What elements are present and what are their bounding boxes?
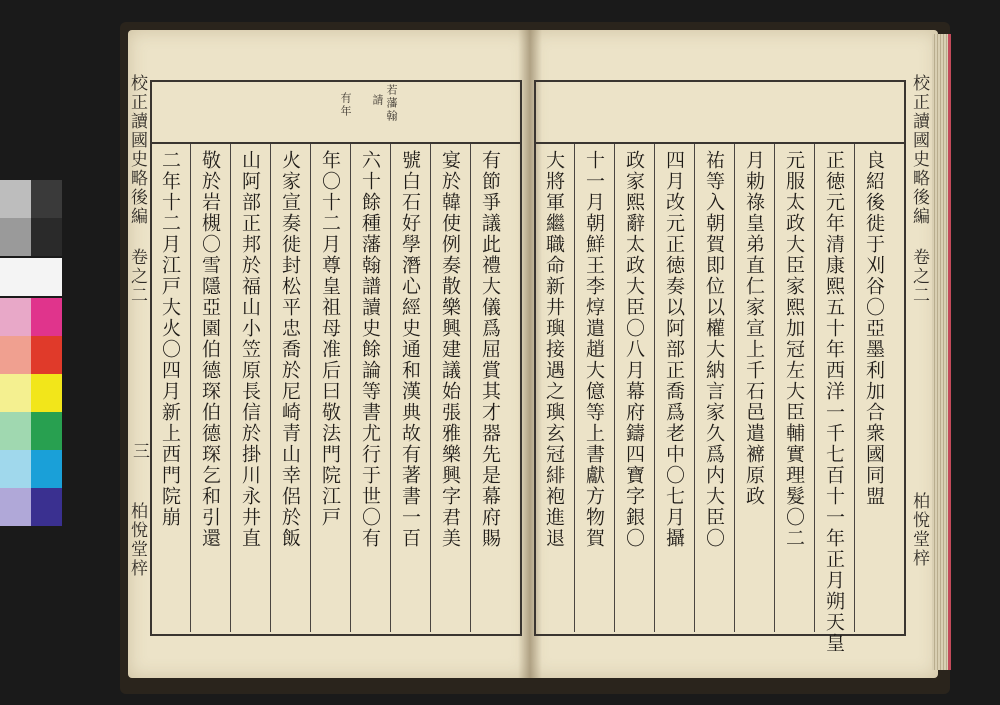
left-header-note: 若藩翰	[385, 84, 398, 123]
right-col-divider	[574, 144, 575, 632]
left-publisher-mark: 柏悅堂梓	[127, 502, 147, 578]
left-text-column: 敬於岩槻〇雪隱亞園伯德琛伯德琛乞和引還	[199, 150, 221, 549]
right-text-column: 元服太政大臣家熙加冠左大臣輔實理髮〇二	[783, 150, 805, 549]
right-header-rule	[534, 142, 904, 144]
left-text-column: 火家宣奏徙封松平忠喬於尼崎青山幸侶於飯	[279, 150, 301, 549]
left-text-column: 宴於韓使例奏散樂興建議始張雅樂興字君美	[439, 150, 461, 549]
left-header-note: 有年	[339, 92, 352, 118]
right-text-column: 大將軍繼職命新井璵接遇之璵玄冠緋袍進退	[543, 150, 565, 549]
left-col-divider	[310, 144, 311, 632]
right-publisher-mark: 柏悅堂梓	[909, 492, 929, 568]
right-text-column: 正徳元年清康熙五十年西洋一千七百十一年正月朔天皇	[823, 150, 845, 654]
right-col-divider	[814, 144, 815, 632]
left-col-divider	[470, 144, 471, 632]
left-text-column: 號白石好學潛心經史通和漢典故有著書一百	[399, 150, 421, 549]
left-header-rule	[150, 142, 520, 144]
left-side-title: 校正讀國史略後編 卷之二	[127, 74, 147, 305]
left-col-divider	[350, 144, 351, 632]
left-col-divider	[190, 144, 191, 632]
left-text-column: 山阿部正邦於福山小笠原長信於掛川永井直	[239, 150, 261, 549]
left-col-divider	[230, 144, 231, 632]
right-text-column: 政家熙辭太政大臣〇八月幕府鑄四寶字銀〇	[623, 150, 645, 549]
open-book	[120, 22, 950, 694]
left-header-note: 請	[371, 94, 384, 107]
right-col-divider	[614, 144, 615, 632]
left-side-page-number: 三	[129, 442, 149, 461]
right-side-title: 校正讀國史略後編 卷之二	[909, 74, 929, 305]
right-col-divider	[734, 144, 735, 632]
right-text-column: 四月改元正徳奏以阿部正喬爲老中〇七月攝	[663, 150, 685, 549]
left-col-divider	[430, 144, 431, 632]
right-text-column: 十一月朝鮮王李焞遣趙大億等上書獻方物賀	[583, 150, 605, 549]
left-col-divider	[270, 144, 271, 632]
left-text-column: 有節爭議此禮大儀爲屈賞其才器先是幕府賜	[479, 150, 501, 549]
right-col-divider	[774, 144, 775, 632]
right-text-column: 月勅祿皇弟直仁家宣上千石邑遣褯原政	[743, 150, 765, 507]
left-text-column: 六十餘種藩翰譜讀史餘論等書尤行于世〇有	[359, 150, 381, 549]
color-checker	[0, 180, 62, 528]
right-col-divider	[654, 144, 655, 632]
right-text-column: 良紹後徙于刈谷〇亞墨利加合衆國同盟	[863, 150, 885, 507]
left-text-column: 年〇十二月尊皇祖母准后曰敬法門院江戸	[319, 150, 341, 528]
right-col-divider	[854, 144, 855, 632]
page-edges	[932, 34, 951, 670]
right-col-divider	[694, 144, 695, 632]
right-text-column: 祐等入朝賀即位以權大納言家久爲内大臣〇	[703, 150, 725, 549]
left-text-column: 二年十二月江戸大火〇四月新上西門院崩	[159, 150, 181, 528]
left-col-divider	[390, 144, 391, 632]
